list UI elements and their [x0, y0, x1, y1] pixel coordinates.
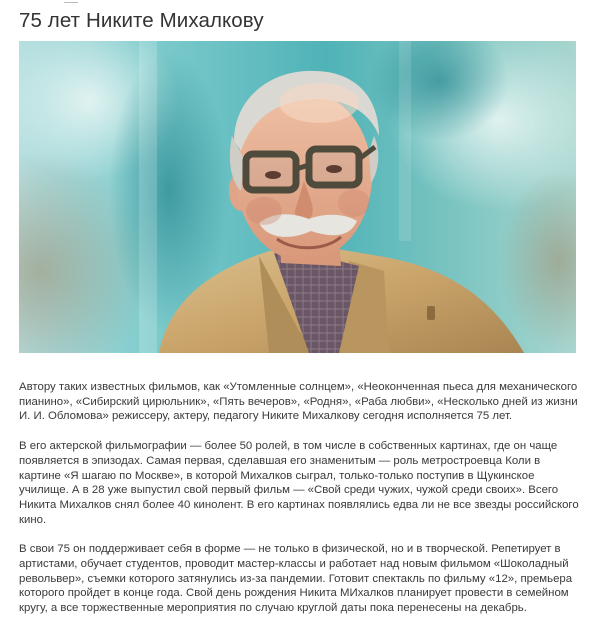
article-paragraph: Автору таких известных фильмов, как «Утомленные солнцем», «Неоконченная пьеса для механического пианино», «Сибирский цирюльник», «Пять вечеров», «Родня», «Раба любви», «Несколько дней из жизни И. И. Обломова» режиссеру, актеру, педагогу Никите Михалкову сегодня исполняется 75 лет.: [19, 381, 578, 423]
article-hero-photo: [19, 41, 576, 353]
cropped-header-divider: [64, 0, 78, 3]
article-paragraph: В свои 75 он поддерживает себя в форме — не только в физической, но и в творческой. Репетирует в артистами, обучает студентов, проводит мастер-классы и работает над новым фильмом «Шоколадный револьвер», съемки которого затянулись из-за пандемии. Готовит спектакль по фильму «12», премьера которого пройдет в конце года. Свой день рождения Никита МИхалков планирует провести в семейном кругу, а все торжественные мероприятия по случаю круглой даты пока перенесены на декабрь.: [19, 543, 573, 615]
article-paragraph: В его актерской фильмографии — более 50 ролей, в том числе в собственных картинах, где он чаще появляется в эпизодах. Самая первая, сделавшая его знаменитым — роль метростроевца Коли в картине «Я шагаю по Москве», в которой Михалков сыграл, только-только поступив в Щукинское училище. А в 28 уже выпустил свой первый фильм — «Свой среди чужих, чужой среди своих». Всего Никита Михалков снял более 40 кинолент. В его картинах появлялись едва ли не все звезды российского кино.: [19, 440, 579, 526]
page-title: 75 лет Никите Михалкову: [19, 9, 264, 32]
article-body: [19, 380, 579, 631]
